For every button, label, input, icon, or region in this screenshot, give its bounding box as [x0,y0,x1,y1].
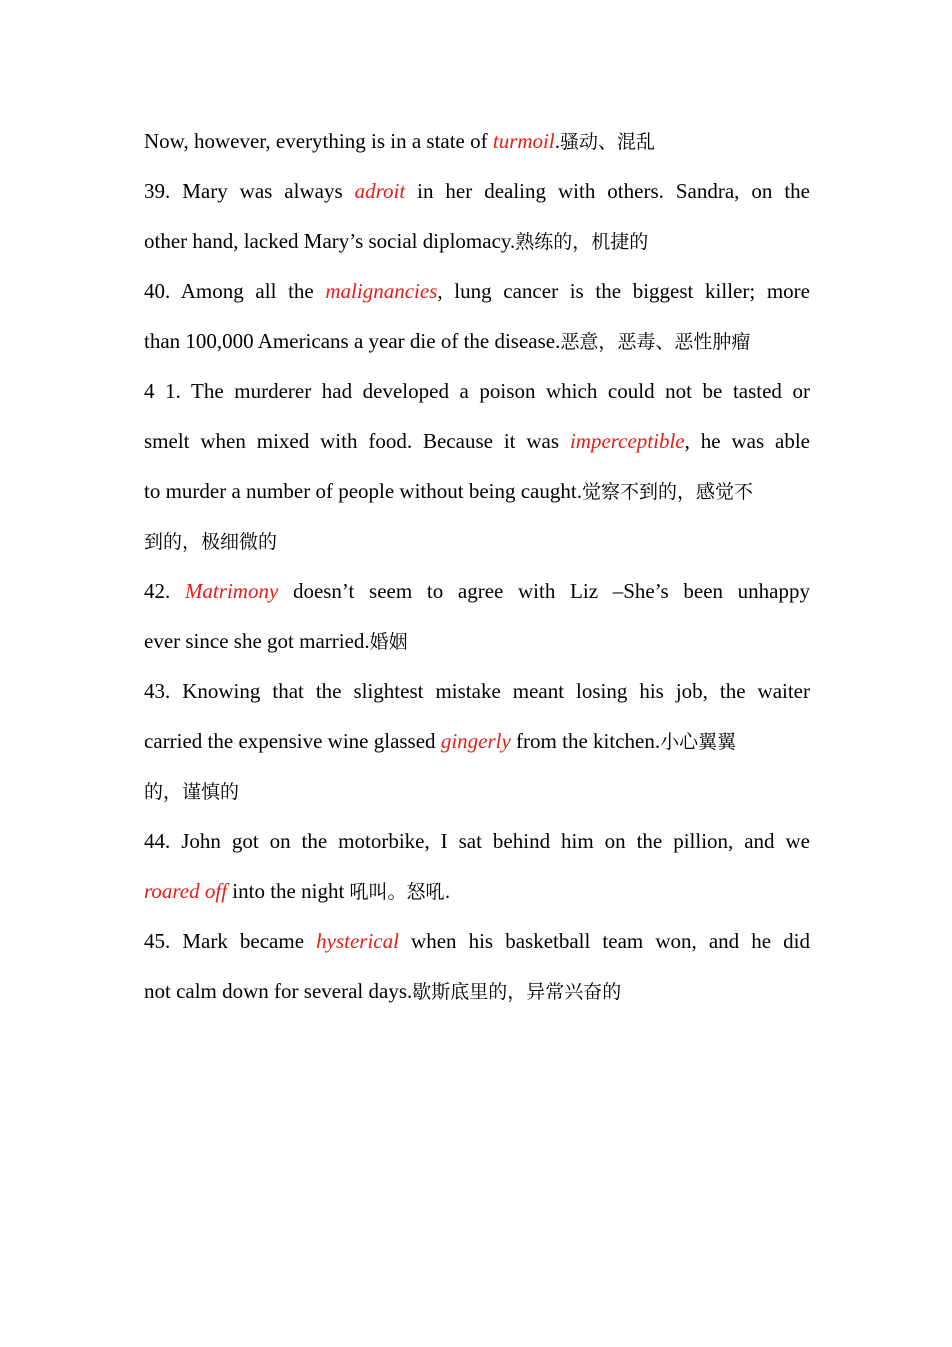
line-text: 40. Among all the [144,279,326,303]
chinese-gloss: 的，谨慎的 [144,781,240,803]
line-text: 44. John got on the motorbike, I sat behind him on the pillion, and we [144,829,810,853]
text-line [144,677,810,705]
line-text: other hand, lacked Mary’s social diplomacy. [144,229,516,253]
line-text: 42. [144,579,185,603]
line-text: than 100,000 Americans a year die of the disease. [144,329,561,353]
keyword: adroit [354,179,406,203]
text-line [144,327,810,356]
chinese-gloss: 觉察不到的，感觉不 [581,481,753,503]
keyword: turmoil [492,129,555,153]
text-line [144,977,810,1006]
text-line [144,827,810,855]
line-text: 43. Knowing that the slightest mistake meant losing his job, the waiter [144,679,810,703]
chinese-gloss: 小心翼翼 [660,731,737,753]
line-text: doesn’t seem to agree with Liz –She’s been unhappy [278,579,810,603]
text-line [144,377,810,405]
line-text: , lung cancer is the biggest killer; more [437,279,810,303]
text-line [144,627,810,656]
line-text: in her dealing with others. Sandra, on the [405,179,810,203]
text-line [144,127,810,156]
line-text: . [554,129,560,153]
text-line [144,177,810,205]
chinese-gloss: 歇斯底里的，异常兴奋的 [412,981,622,1003]
keyword: Matrimony [184,579,279,603]
text-line [144,477,810,506]
line-text: carried the expensive wine glassed [144,729,441,753]
text-line [144,527,810,556]
line-text: Now, however, everything is in a state of [144,129,493,153]
chinese-gloss: 到的，极细微的 [144,531,278,553]
line-text: , he was able [684,429,810,453]
chinese-gloss: 恶意，恶毒、恶性肿瘤 [560,331,751,353]
keyword: malignancies [325,279,438,303]
keyword: imperceptible [569,429,685,453]
text-line [144,227,810,256]
text-line [144,777,810,806]
text-line [144,577,810,605]
line-text: 4 1. The murderer had developed a poison which could not be tasted or [144,379,810,403]
chinese-gloss: 熟练的，机捷的 [515,231,649,253]
chinese-gloss: 婚姻 [369,631,408,653]
line-text: from the kitchen. [510,729,661,753]
line-text: ever since she got married. [144,629,370,653]
line-text: to murder a number of people without being caught. [144,479,582,503]
chinese-gloss: 吼叫。怒吼. [349,881,451,903]
line-text: when his basketball team won, and he did [398,929,810,953]
text-line [144,277,810,305]
keyword: roared off [144,879,228,903]
line-text: not calm down for several days. [144,979,413,1003]
chinese-gloss: 骚动、混乱 [559,131,655,153]
line-text: 39. Mary was always [144,179,355,203]
line-text: smelt when mixed with food. Because it was [144,429,570,453]
text-line [144,427,810,455]
line-text: into the night [227,879,350,903]
text-line [144,727,810,756]
keyword: hysterical [316,929,399,953]
text-line [144,877,810,906]
line-text: 45. Mark became [144,929,317,953]
text-line [144,927,810,955]
keyword: gingerly [440,729,511,753]
